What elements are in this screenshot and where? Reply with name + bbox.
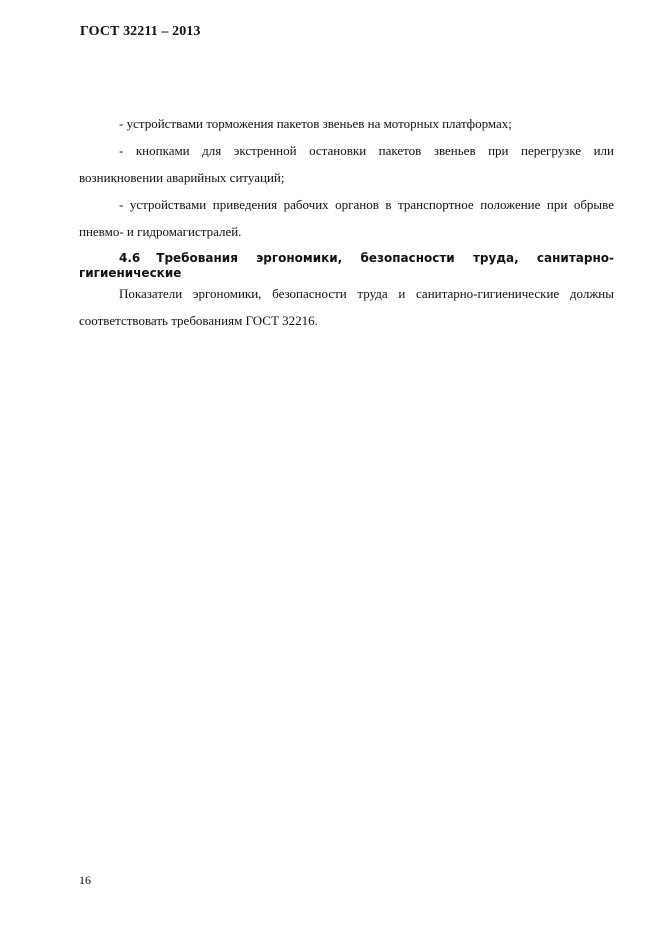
document-body	[79, 110, 614, 334]
section-number: 4.6	[119, 251, 141, 265]
section-heading	[79, 245, 614, 281]
section-title: Требования эргономики, безопасности труда, санитарно-гигиенические	[79, 251, 614, 280]
page-number: 16	[79, 873, 91, 887]
paragraph-braking-devices: - устройствами торможения пакетов звеньев на моторных платформах;	[119, 116, 512, 131]
section-text: Показатели эргономики, безопасности труда и санитарно-гигиенические должны соответствовать требованиям ГОСТ 32216.	[79, 286, 614, 328]
document-header-title: ГОСТ 32211 – 2013	[80, 24, 201, 39]
paragraph-transport-position-devices: - устройствами приведения рабочих органов в транспортное положение при обрыве пневмо- и гидромагистралей.	[79, 197, 614, 239]
paragraph-emergency-stop-buttons: - кнопками для экстренной остановки пакетов звеньев при перегрузке или возникновении аварийных ситуаций;	[79, 143, 614, 185]
